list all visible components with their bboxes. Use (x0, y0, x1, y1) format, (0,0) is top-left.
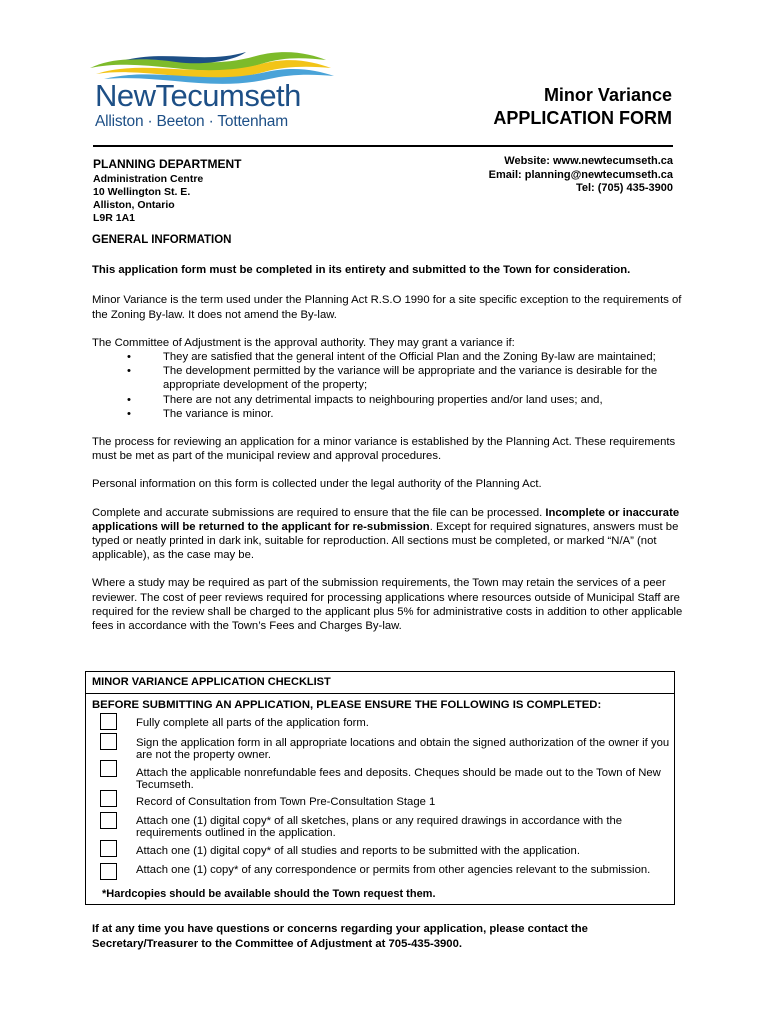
logo-name: NewTecumseth (95, 78, 301, 113)
address-line: Administration Centre (93, 173, 204, 185)
hardcopy-note: *Hardcopies should be available should the Town request them. (102, 888, 436, 900)
department-name: PLANNING DEPARTMENT (93, 157, 242, 171)
contact-info (489, 155, 673, 196)
checklist-divider (86, 693, 674, 694)
checkbox[interactable] (100, 790, 117, 807)
checklist-item: Attach one (1) digital copy* of all studies and reports to be submitted with the application. (136, 845, 580, 857)
form-title-line-2: APPLICATION FORM (493, 108, 672, 128)
text-run: Complete and accurate submissions are required to ensure that the file can be processed. (92, 506, 546, 519)
paragraph: The Committee of Adjustment is the approval authority. They may grant a variance if: (92, 336, 515, 349)
lead-statement: This application form must be completed in its entirety and submitted to the Town for consideration. (92, 264, 631, 277)
address-line: L9R 1A1 (93, 212, 136, 224)
form-title (493, 84, 672, 130)
department-address (93, 173, 203, 225)
checklist-item: Attach one (1) copy* of any correspondence or permits from other agencies relevant to the submission. (136, 864, 651, 876)
checklist-item: Fully complete all parts of the application form. (136, 717, 369, 729)
checkbox[interactable] (100, 863, 117, 880)
contact-footer: If at any time you have questions or concerns regarding your application, please contact the Secretary/Treasurer to the Committee of Adjustment at 705-435-3900. (92, 923, 588, 950)
paragraph: The process for reviewing an application for a minor variance is established by the Planning Act. These requirements must be met as part of the municipal review and approval procedures. (92, 436, 676, 463)
form-title-line-1: Minor Variance (543, 85, 672, 105)
header-rule (93, 145, 673, 147)
checkbox[interactable] (100, 812, 117, 829)
submission-paragraph (92, 506, 696, 563)
address-line: 10 Wellington St. E. (93, 186, 191, 198)
bold-warning: Incomplete or inaccurate applications will be returned to the applicant for re-submission (92, 506, 680, 533)
checkbox[interactable] (100, 713, 117, 730)
checklist-title: MINOR VARIANCE APPLICATION CHECKLIST (92, 676, 331, 688)
general-information (92, 233, 696, 633)
paragraph: Minor Variance is the term used under the Planning Act R.S.O 1990 for a site specific exception to the requirements of the Zoning By-law. It does not amend the By-law. (92, 294, 682, 321)
phone-number: Tel: (705) 435-3900 (575, 182, 673, 194)
checklist-item: Attach the applicable nonrefundable fees and deposits. Cheques should be made out to the Town of New Tecumseth. (136, 767, 661, 791)
website-link[interactable]: Website: www.newtecumseth.ca (504, 155, 673, 167)
checklist-item: Attach one (1) digital copy* of all sketches, plans or any required drawings in accordance with the requirements outlined in the application. (136, 815, 623, 839)
paragraph: Personal information on this form is collected under the legal authority of the Planning Act. (92, 478, 542, 491)
criteria-list (92, 350, 696, 421)
list-item: • The variance is minor. (92, 407, 696, 421)
section-heading: GENERAL INFORMATION (92, 234, 232, 246)
list-item: • The development permitted by the variance will be appropriate and the variance is desirable for the appropriate development of the property; (92, 364, 696, 392)
list-item: • They are satisfied that the general intent of the Official Plan and the Zoning By-law are maintained; (92, 350, 696, 364)
logo-subtitle: Alliston · Beeton · Tottenham (95, 113, 288, 130)
checklist-instruction: BEFORE SUBMITTING AN APPLICATION, PLEASE ENSURE THE FOLLOWING IS COMPLETED: (92, 699, 602, 711)
text-run: . Except for required signatures, answers must be typed or neatly printed in dark ink, suitable for reproduction. All sections must be completed, or marked “N/A” (not applicable), as the case may be. (92, 520, 679, 562)
checklist-item: Sign the application form in all appropriate locations and obtain the signed authorization of the owner if you are not the property owner. (136, 737, 670, 761)
checkbox[interactable] (100, 840, 117, 857)
checklist-item: Record of Consultation from Town Pre-Consultation Stage 1 (136, 796, 436, 808)
paragraph: Where a study may be required as part of the submission requirements, the Town may retain the services of a peer reviewer. The cost of peer reviews required for processing applications where resources outside of Municipal Staff are required for the review shall be charged to the applicant plus 5% for administrative costs in addition to other applicable fees in accordance with the Town’s Fees and Charges By-law. (92, 577, 683, 633)
email-link[interactable]: Email: planning@newtecumseth.ca (488, 168, 673, 181)
address-line: Alliston, Ontario (93, 199, 175, 211)
checklist-box (85, 671, 675, 905)
checkbox[interactable] (100, 760, 117, 777)
checkbox[interactable] (100, 733, 117, 750)
list-item: • There are not any detrimental impacts to neighbouring properties and/or land uses; and, (92, 393, 696, 407)
